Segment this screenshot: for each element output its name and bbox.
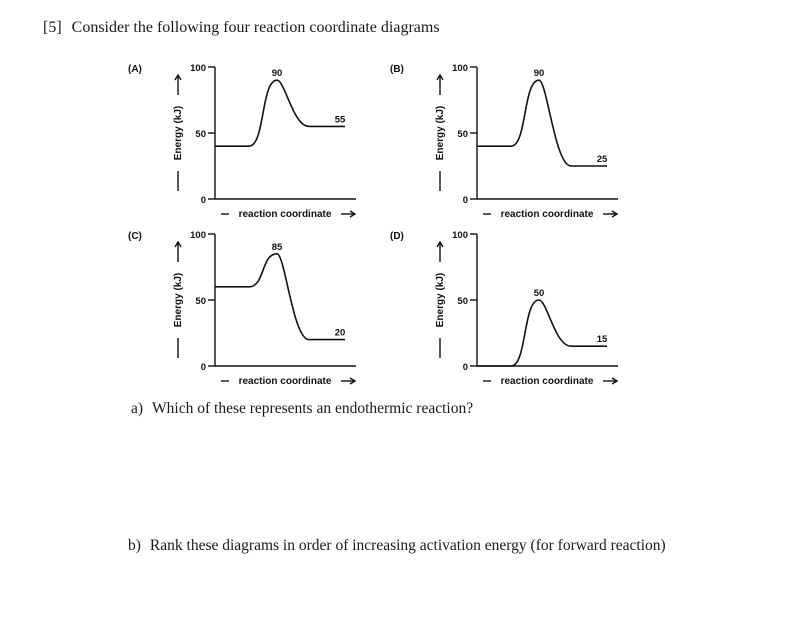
diagram-b-curve xyxy=(477,80,607,166)
sub-question-b-label: b) xyxy=(128,537,141,554)
svg-text:Energy (kJ): Energy (kJ) xyxy=(435,272,446,328)
diagram-d-peak-value: 50 xyxy=(533,288,545,299)
diagram-c-tick-0: 0 xyxy=(200,362,206,373)
diagram-d xyxy=(380,222,630,392)
diagram-b-peak-value: 90 xyxy=(533,68,545,80)
diagram-a-x-label xyxy=(221,209,355,220)
diagram-b-tick-100: 100 xyxy=(452,63,468,74)
diagram-d-x-label xyxy=(483,376,617,387)
sub-question-a-label: a) xyxy=(131,400,144,417)
diagram-b-tick-50: 50 xyxy=(457,129,468,140)
diagram-d-tick-100: 100 xyxy=(452,230,468,241)
question-text: Consider the following four reaction coordinate diagrams xyxy=(71,19,440,36)
diagram-d-end-value: 15 xyxy=(596,334,608,346)
sub-question-a-text: Which of these represents an endothermic reaction? xyxy=(152,400,474,417)
diagram-b-label: (B) xyxy=(390,64,404,75)
diagram-c-peak-value: 85 xyxy=(271,241,283,253)
diagram-c-label: (C) xyxy=(128,231,142,242)
diagram-d-y-label xyxy=(435,242,446,358)
diagram-a-tick-100: 100 xyxy=(190,63,206,74)
svg-text:Energy (kJ): Energy (kJ) xyxy=(173,105,184,161)
svg-text:Energy (kJ): Energy (kJ) xyxy=(173,272,184,328)
diagram-b-y-label xyxy=(435,75,446,191)
diagram-c-tick-100: 100 xyxy=(190,230,206,241)
svg-text:reaction coordinate: reaction coordinate xyxy=(238,376,332,387)
diagram-d-tick-0: 0 xyxy=(462,362,468,373)
diagram-a-label: (A) xyxy=(128,64,142,75)
diagram-a-tick-50: 50 xyxy=(195,129,206,140)
question-number: [5] xyxy=(43,19,62,36)
diagram-a xyxy=(118,55,368,225)
diagram-c-y-label xyxy=(173,242,184,358)
diagram-d-tick-50: 50 xyxy=(457,296,468,307)
diagram-a-peak-value: 90 xyxy=(271,68,283,80)
sub-question-a xyxy=(131,400,473,418)
diagram-c-tick-50: 50 xyxy=(195,296,206,307)
diagram-b xyxy=(380,55,630,225)
svg-text:Energy (kJ): Energy (kJ) xyxy=(435,105,446,161)
sub-question-b xyxy=(128,537,666,555)
diagram-b-tick-0: 0 xyxy=(462,195,468,206)
diagram-b-x-label xyxy=(483,209,617,220)
diagram-d-curve xyxy=(477,300,607,366)
diagram-b-end-value: 25 xyxy=(596,154,608,165)
diagram-a-end-value: 55 xyxy=(334,114,346,126)
diagram-d-label: (D) xyxy=(390,231,404,242)
diagram-c xyxy=(118,222,368,392)
diagram-a-curve xyxy=(215,80,345,146)
diagram-a-y-label xyxy=(173,75,184,191)
diagram-c-end-value: 20 xyxy=(334,327,346,339)
svg-text:reaction coordinate: reaction coordinate xyxy=(238,209,332,220)
diagram-c-x-label xyxy=(221,376,355,387)
sub-question-b-text: Rank these diagrams in order of increasing activation energy (for forward reaction) xyxy=(149,537,666,554)
svg-text:reaction coordinate: reaction coordinate xyxy=(500,376,594,387)
diagram-c-curve xyxy=(215,254,345,340)
question-header xyxy=(43,19,440,37)
svg-text:reaction coordinate: reaction coordinate xyxy=(500,209,594,220)
diagram-a-tick-0: 0 xyxy=(200,195,206,206)
